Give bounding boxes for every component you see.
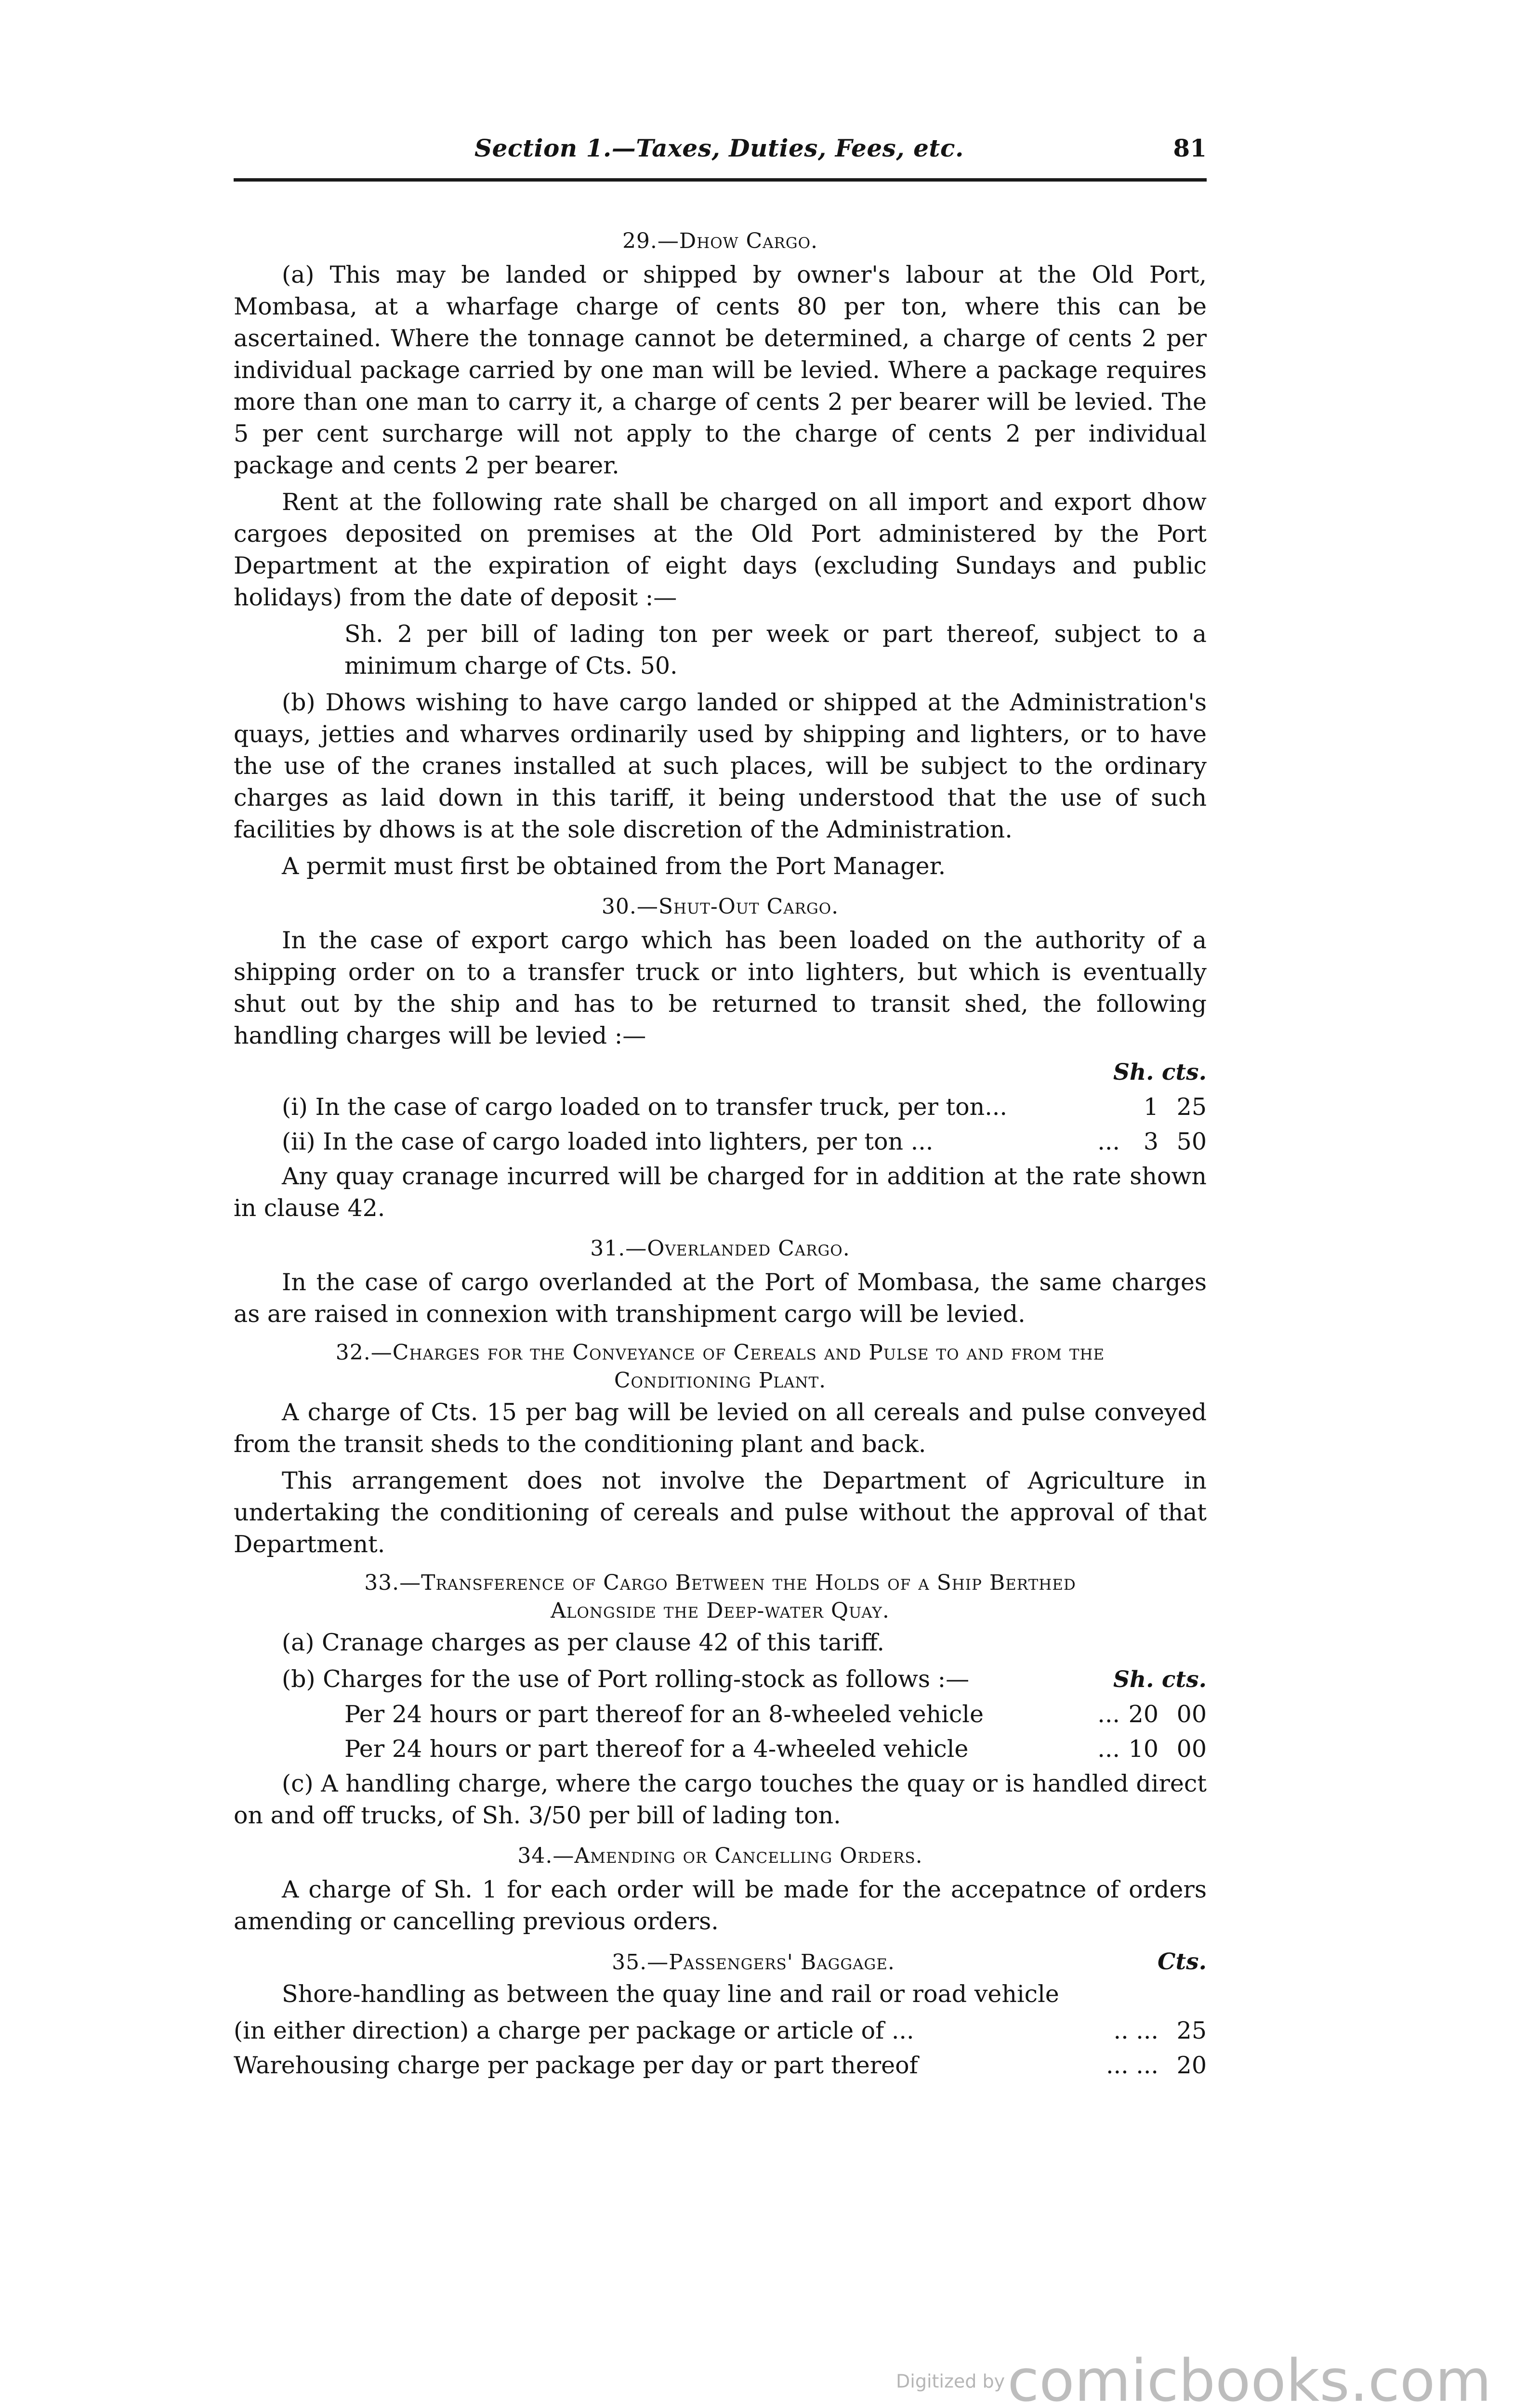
- digitized-by-text: Digitized by: [896, 2370, 1005, 2392]
- section-30-heading: 30.—Shut-Out Cargo.: [601, 894, 839, 919]
- section-30-row: (i) In the case of cargo loaded on to transfer truck, per ton... 1 25: [282, 1093, 1207, 1121]
- section-33-para-b: (b) Charges for the use of Port rolling-stock as follows :— Sh. cts.: [282, 1663, 1207, 1696]
- section-35-row: Warehousing charge per package per day or part thereof ... ... 20: [234, 2052, 1207, 2079]
- section-32-heading: 32.—Charges for the Conveyance of Cereals and Pulse to and from the Conditioning Plant.: [335, 1340, 1105, 1393]
- section-29-para-b: (b) Dhows wishing to have cargo landed or shipped at the Administration's quays, jetties and wharves ordinarily used by shipping and lighters, or to have the use of the cranes installed at such places, will be subject to the ordinary charges as laid down in this tariff, it being understood that the use of such facilities by dhows is at the sole discretion of the Administration.: [234, 689, 1207, 843]
- section-34-heading: 34.—Amending or Cancelling Orders.: [517, 1844, 923, 1868]
- section-29-heading: 29.—Dhow Cargo.: [622, 229, 818, 253]
- section-33-para-a: (a) Cranage charges as per clause 42 of this tariff.: [282, 1629, 884, 1656]
- section-35-heading: 35.—Passengers' Baggage.: [612, 1950, 895, 1975]
- section-29-rent-para: Rent at the following rate shall be charged on all import and export dhow cargoes deposited on premises at the Old Port administered by the Port Department at the expiration of eight days (excluding Sundays and public holidays) from the date of deposit :—: [234, 488, 1207, 611]
- section-33-row: Per 24 hours or part thereof for a 4-wheeled vehicle ... 10 00: [344, 1735, 1207, 1763]
- digitization-watermark: [896, 2348, 1491, 2408]
- section-33-row: Per 24 hours or part thereof for an 8-wheeled vehicle ... 20 00: [344, 1701, 1207, 1728]
- section-35-row: (in either direction) a charge per package or article of ... .. ... 25: [234, 2017, 1207, 2044]
- section-33-units: Sh. cts.: [1113, 1666, 1207, 1693]
- section-30-units-row: [234, 1057, 1207, 1088]
- section-34-para: A charge of Sh. 1 for each order will be made for the accepatnce of orders amending or cancelling previous orders.: [234, 1876, 1207, 1935]
- section-30-text: In the case of export cargo which has been loaded on the authority of a shipping order on to a transfer truck or into lighters, but which is eventually shut out by the ship and has to be returned to transit shed, the following handling charges will be levied :—: [234, 927, 1207, 1049]
- section-30-cranage: Any quay cranage incurred will be charged for in addition at the rate shown in clause 42.: [234, 1163, 1207, 1222]
- section-31-para: In the case of cargo overlanded at the Port of Mombasa, the same charges as are raised in connexion with transhipment cargo will be levied.: [234, 1269, 1207, 1328]
- running-head: [234, 134, 1207, 172]
- section-32-para-2: This arrangement does not involve the Department of Agriculture in undertaking the conditioning of cereals and pulse without the approval of that Department.: [234, 1467, 1207, 1558]
- section-35-line-1: Shore-handling as between the quay line and rail or road vehicle: [282, 1980, 1059, 2008]
- section-33-heading: 33.—Transference of Cargo Between the Holds of a Ship Berthed Alongside the Deep-water Quay.: [364, 1570, 1076, 1623]
- section-29-para-a: (a) This may be landed or shipped by owner's labour at the Old Port, Mombasa, at a wharfage charge of cents 80 per ton, where this can be ascertained. Where the tonnage cannot be determined, a charge of cents 2 per individual package carried by one man will be levied. Where a package requires more than one man to carry it, a charge of cents 2 per bearer will be levied. The 5 per cent surcharge will not apply to the charge of cents 2 per individual package and cents 2 per bearer.: [234, 261, 1207, 479]
- section-29-rent-rate: Sh. 2 per bill of lading ton per week or part thereof, subject to a minimum charge of Cts. 50.: [344, 620, 1207, 680]
- watermark-text: comicbooks.com: [1007, 2348, 1492, 2408]
- section-33-para-c: (c) A handling charge, where the cargo touches the quay or is handled direct on and off trucks, of Sh. 3/50 per bill of lading ton.: [234, 1770, 1207, 1829]
- section-31-heading: 31.—Overlanded Cargo.: [590, 1236, 850, 1261]
- section-30-para: [234, 925, 1207, 1052]
- header-rule: [234, 178, 1207, 182]
- section-35-units: Cts.: [1158, 1949, 1207, 1975]
- section-30-row: (ii) In the case of cargo loaded into lighters, per ton ... ... 3 50: [282, 1128, 1207, 1155]
- running-head-title: Section 1.—Taxes, Duties, Fees, etc.: [474, 134, 964, 162]
- page-number: 81: [1173, 134, 1207, 162]
- document-body: [234, 217, 1207, 2084]
- section-29-permit: A permit must first be obtained from the Port Manager.: [282, 852, 946, 880]
- section-35-heading-row: [234, 1946, 1207, 1978]
- section-30-units: Sh. cts.: [1113, 1059, 1207, 1086]
- section-32-para-1: A charge of Cts. 15 per bag will be levied on all cereals and pulse conveyed from the transit sheds to the conditioning plant and back.: [234, 1399, 1207, 1458]
